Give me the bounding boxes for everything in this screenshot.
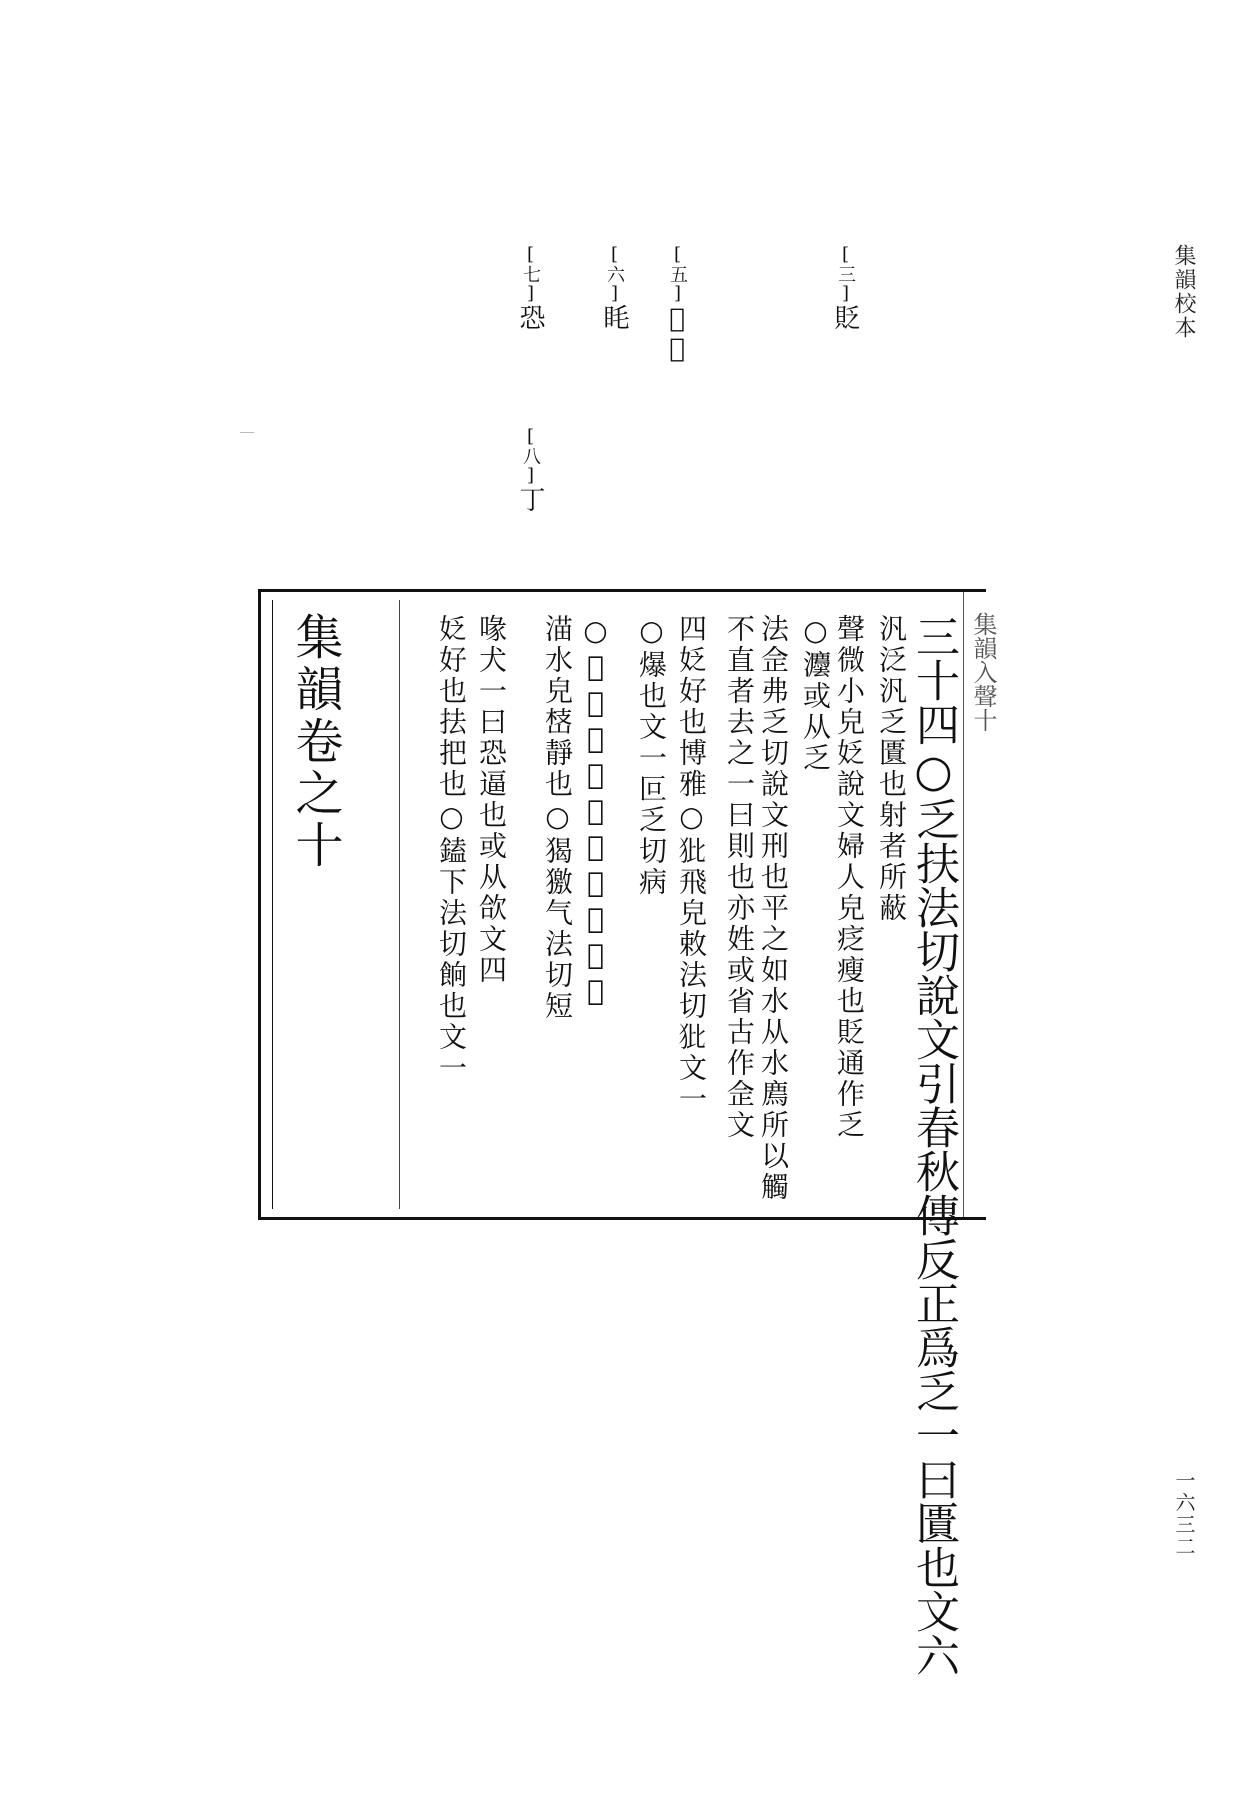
note-marker: [ 五 ] bbox=[667, 244, 688, 304]
note-text: 𩙪丄 bbox=[662, 304, 692, 364]
text-column-7: 四姂好也博雅○𤜻飛皃敕法切𤜻文一 bbox=[675, 614, 708, 1115]
collation-note-3 bbox=[832, 244, 858, 330]
text-column-2: 汎泛汎乏匱也射者所蔽 bbox=[875, 614, 908, 924]
text-column-12: 姂好也抾把也○鎑下法切餉也文一 bbox=[435, 614, 468, 1084]
note-marker: [ 六 ] bbox=[604, 244, 625, 304]
note-text: 眊 bbox=[599, 304, 629, 330]
ledger-text: 集韻入聲十 bbox=[969, 612, 997, 732]
text-column-6: 不直者去之一曰則也亦姓或省古作佱文 bbox=[723, 614, 756, 1141]
collation-note-8 bbox=[517, 426, 543, 512]
text-column-3: 聲微小皃姂說文婦人皃疺瘦也貶通作乏 bbox=[833, 614, 866, 1141]
text-column-1: 三十四○乏扶法切說文引春秋傳反正爲乏一曰匱也文六 bbox=[908, 614, 959, 1677]
column-rule bbox=[399, 600, 400, 1209]
running-title: 集韻校本 bbox=[1171, 244, 1196, 340]
note-text: 貶 bbox=[830, 304, 860, 330]
collation-note-5 bbox=[664, 244, 690, 364]
woodblock-page bbox=[258, 589, 997, 1677]
text-column-9: ○𩙪飛皃眡法切文三𤜻𩙪 bbox=[579, 614, 612, 1010]
note-text: 丁 bbox=[515, 486, 545, 512]
text-column-10: 渵水皃㟚靜也○猲獥气法切短 bbox=[541, 614, 574, 1022]
inner-frame-line bbox=[272, 600, 273, 1209]
text-column-5: 法佱弗乏切說文刑也平之如水从水廌所以觸 bbox=[757, 614, 790, 1203]
collation-note-6 bbox=[601, 244, 627, 330]
note-marker: [ 八 ] bbox=[520, 426, 541, 486]
scan-speck bbox=[240, 432, 254, 433]
text-column-11: 喙犬一曰恐逼也或从欱文四 bbox=[475, 614, 508, 986]
note-marker: [ 七 ] bbox=[520, 244, 541, 304]
juan-title: 集韻卷之十 bbox=[287, 612, 343, 872]
page-number: 一六三二 bbox=[1172, 1470, 1196, 1558]
note-text: 恐 bbox=[515, 304, 545, 330]
ledger-strip bbox=[963, 592, 997, 1217]
note-marker: [ 三 ] bbox=[835, 244, 856, 304]
text-column-8: ○爆也文一叵乏切病 bbox=[635, 614, 668, 898]
collation-note-7 bbox=[517, 244, 543, 330]
text-column-4: ○灋或从乏 bbox=[799, 614, 832, 774]
